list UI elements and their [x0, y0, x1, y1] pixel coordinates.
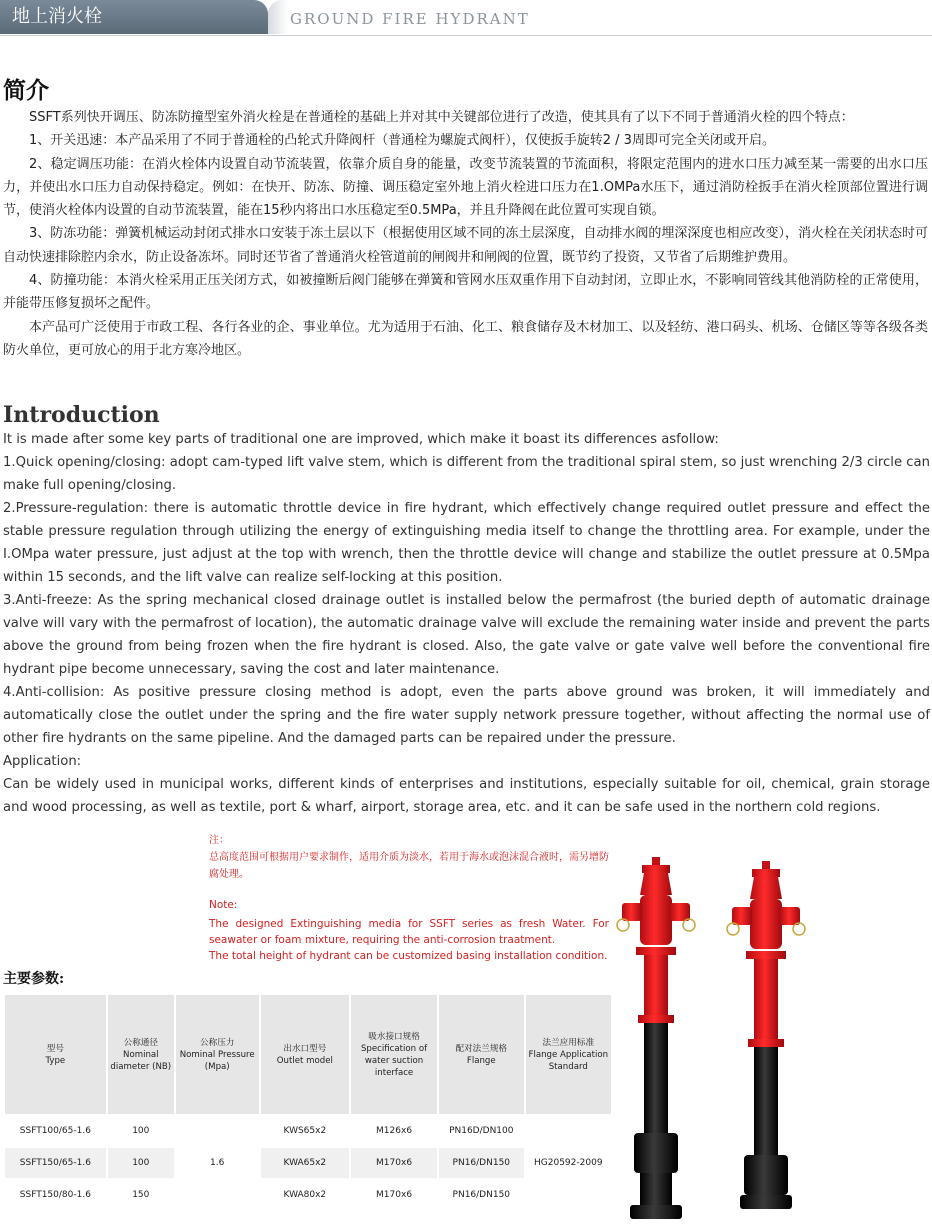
header-divider — [0, 35, 932, 36]
cell-suction: M170x6 — [351, 1148, 437, 1178]
intro-en-paragraph: 1.Quick opening/closing: adopt cam-typed lift valve stem, which is different from the traditional spiral stem, so just wrenching 2/3 circle can make full opening/closing. — [3, 455, 930, 493]
cell-type: SSFT100/65-1.6 — [19, 1126, 91, 1136]
intro-en-body — [3, 428, 930, 819]
intro-cn-paragraph: 3、防冻功能：弹簧机械运动封闭式排水口安装于冻土层以下（根据使用区域不同的冻土层深度，自动排水阀的埋深深度也相应改变），消火栓在关闭状态时可自动快速排除腔内余水，防止设备冻坏。同时还节省了普通消火栓管道前的闸阀井和闸阀的位置，既节约了投资，又节省了后期维护费用。 — [3, 226, 928, 265]
header-tab-title: 地上消火栓 — [0, 0, 268, 34]
cell-flange: PN16/DN150 — [439, 1148, 524, 1178]
intro-en-paragraph: 3.Anti-freeze: As the spring mechanical closed drainage outlet is installed below the permafrost (the buried depth of automatic drainage valve will vary with the permafrost of location), the automatic drainage valve will exclude the remaining water inside and prevent the parts above the ground from being frozen when the fire hydrant is closed. Also, the gate valve or gate valve well before the conventional fire hydrant pipe become unnecessary, saving the cost and later maintenance. — [3, 593, 930, 677]
params-header-row — [5, 995, 611, 1114]
params-title: 主要参数: — [3, 971, 65, 987]
table-row — [5, 1148, 611, 1178]
cell-diameter: 150 — [132, 1190, 150, 1200]
header-type: 型号 Type — [5, 995, 106, 1114]
hydrant-right-icon — [727, 861, 805, 1209]
intro-en-paragraph: 2.Pressure-regulation: there is automatic throttle device in fire hydrant, which effectively change required outlet pressure and effect the stable pressure regulation through utilizing the energy of extinguishing media itself to change the throttling area. For example, under the I.OMpa water pressure, just adjust at the top with wrench, then the throttle device will change and stabilize the outlet pressure at 0.5Mpa within 15 seconds, and the lift valve can realize self-locking at this position. — [3, 501, 930, 585]
cell-type: SSFT150/80-1.6 — [19, 1190, 91, 1200]
note-cn-label: 注： — [209, 835, 229, 846]
intro-cn-paragraph: SSFT系列快开调压、防冻防撞型室外消火栓是在普通栓的基础上并对其中关键部位进行了改造，使其具有了以下不同于普通消火栓的四个特点： — [29, 110, 854, 125]
header-nominal-pressure: 公称压力 Nominal Pressure (Mpa) — [176, 995, 259, 1114]
note-cn-text: 总高度范围可根据用户要求制作，适用介质为淡水，若用于海水或泡沫混合液时，需另增防腐处理。 — [209, 852, 609, 880]
cell-standard-merged: HG20592-2009 — [526, 1116, 611, 1210]
header-nominal-diameter: 公称通径 Nominal diameter (NB) — [108, 995, 174, 1114]
intro-cn-paragraph: 1、开关迅速：本产品采用了不同于普通栓的凸轮式升降阀杆（普通栓为螺旋式阀杆），仅使扳手旋转2 / 3周即可完全关闭或开启。 — [29, 133, 775, 149]
intro-cn-heading: 简介 — [3, 77, 49, 104]
header-english-title: GROUND FIRE HYDRANT — [290, 10, 530, 28]
table-row — [5, 1180, 611, 1210]
note-cn — [209, 832, 609, 883]
intro-en-paragraph: Application: — [3, 754, 82, 769]
note-en — [209, 897, 609, 964]
params-table — [3, 993, 613, 1212]
hydrant-left-icon — [617, 857, 695, 1219]
page-header — [0, 0, 932, 36]
intro-en-paragraph: It is made after some key parts of traditional one are improved, which make it boast its differences asfollow: — [3, 432, 719, 447]
cell-outlet: KWS65x2 — [283, 1126, 327, 1136]
note-en-line2: The total height of hydrant can be customized basing installation condition. — [209, 950, 608, 962]
cell-outlet: KWA80x2 — [283, 1190, 327, 1200]
header-tab-shade — [268, 0, 288, 34]
intro-cn-body — [3, 106, 928, 362]
intro-cn-paragraph: 本产品可广泛使用于市政工程、各行各业的企、事业单位。尤为适用于石油、化工、粮食储存及木材加工、以及轻纺、港口码头、机场、仓储区等等各级各类防火单位，更可放心的用于北方寒冷地区。 — [3, 319, 928, 358]
cell-suction: M170x6 — [376, 1190, 413, 1200]
header-flange-standard: 法兰应用标准 Flange Application Standard — [526, 995, 611, 1114]
intro-cn-paragraph: 2、稳定调压功能：在消火栓体内设置自动节流装置，依靠介质自身的能量，改变节流装置的节流面积，将限定范围内的进水口压力减至某一需要的出水口压力，并使出水口压力自动保持稳定。例如：在快开、防冻、防撞、调压稳定室外地上消火栓进口压力在1.OMPa水压下，通过消防栓扳手在消火栓顶部位置进行调节，使消火栓体内设置的自动节流装置，能在15秒内将出口水压稳定至0.5MPa，并且升降阀在此位置可实现自锁。 — [3, 156, 928, 219]
table-row — [5, 1116, 611, 1146]
note-en-label: Note: — [209, 899, 238, 911]
cell-flange: PN16D/DN100 — [449, 1126, 514, 1136]
cell-outlet: KWA65x2 — [261, 1148, 350, 1178]
cell-diameter: 100 — [108, 1148, 174, 1178]
header-outlet-model: 出水口型号 Outlet model — [261, 995, 350, 1114]
hydrant-product-image — [614, 855, 932, 1230]
cell-type: SSFT150/65-1.6 — [5, 1148, 106, 1178]
intro-en-paragraph: Can be widely used in municipal works, different kinds of enterprises and institutions, especially suitable for oil, chemical, grain storage and wood processing, as well as textile, port & wharf, airport, storage area, etc. and it can be safe used in the northern cold regions. — [3, 777, 930, 815]
note-en-line1: The designed Extinguishing media for SSFT series as fresh Water. For seawater or foam mixture, requiring the anti-corrosion traatment. — [209, 918, 609, 946]
cell-suction: M126x6 — [376, 1126, 413, 1136]
header-suction-interface: 吸水接口规格 Specification of water suction interface — [351, 995, 437, 1114]
header-flange: 配对法兰规格 Flange — [439, 995, 524, 1114]
cell-diameter: 100 — [132, 1126, 150, 1136]
intro-cn-paragraph: 4、防撞功能：本消火栓采用正压关闭方式，如被撞断后阀门能够在弹簧和管网水压双重作用下自动封闭，立即止水，不影响同管线其他消防栓的正常使用，并能带压修复损坏之配件。 — [3, 273, 928, 312]
cell-pressure-merged: 1.6 — [176, 1116, 259, 1210]
intro-en-heading: Introduction — [3, 402, 160, 428]
intro-en-paragraph: 4.Anti-collision: As positive pressure closing method is adopt, even the parts above ground was broken, it will immediately and automatically close the outlet under the spring and the fire water supply network pressure together, without affecting the normal use of other fire hydrants on the same pipeline. And the damaged parts can be repaired under the pressure. — [3, 685, 930, 746]
cell-flange: PN16/DN150 — [452, 1190, 511, 1200]
